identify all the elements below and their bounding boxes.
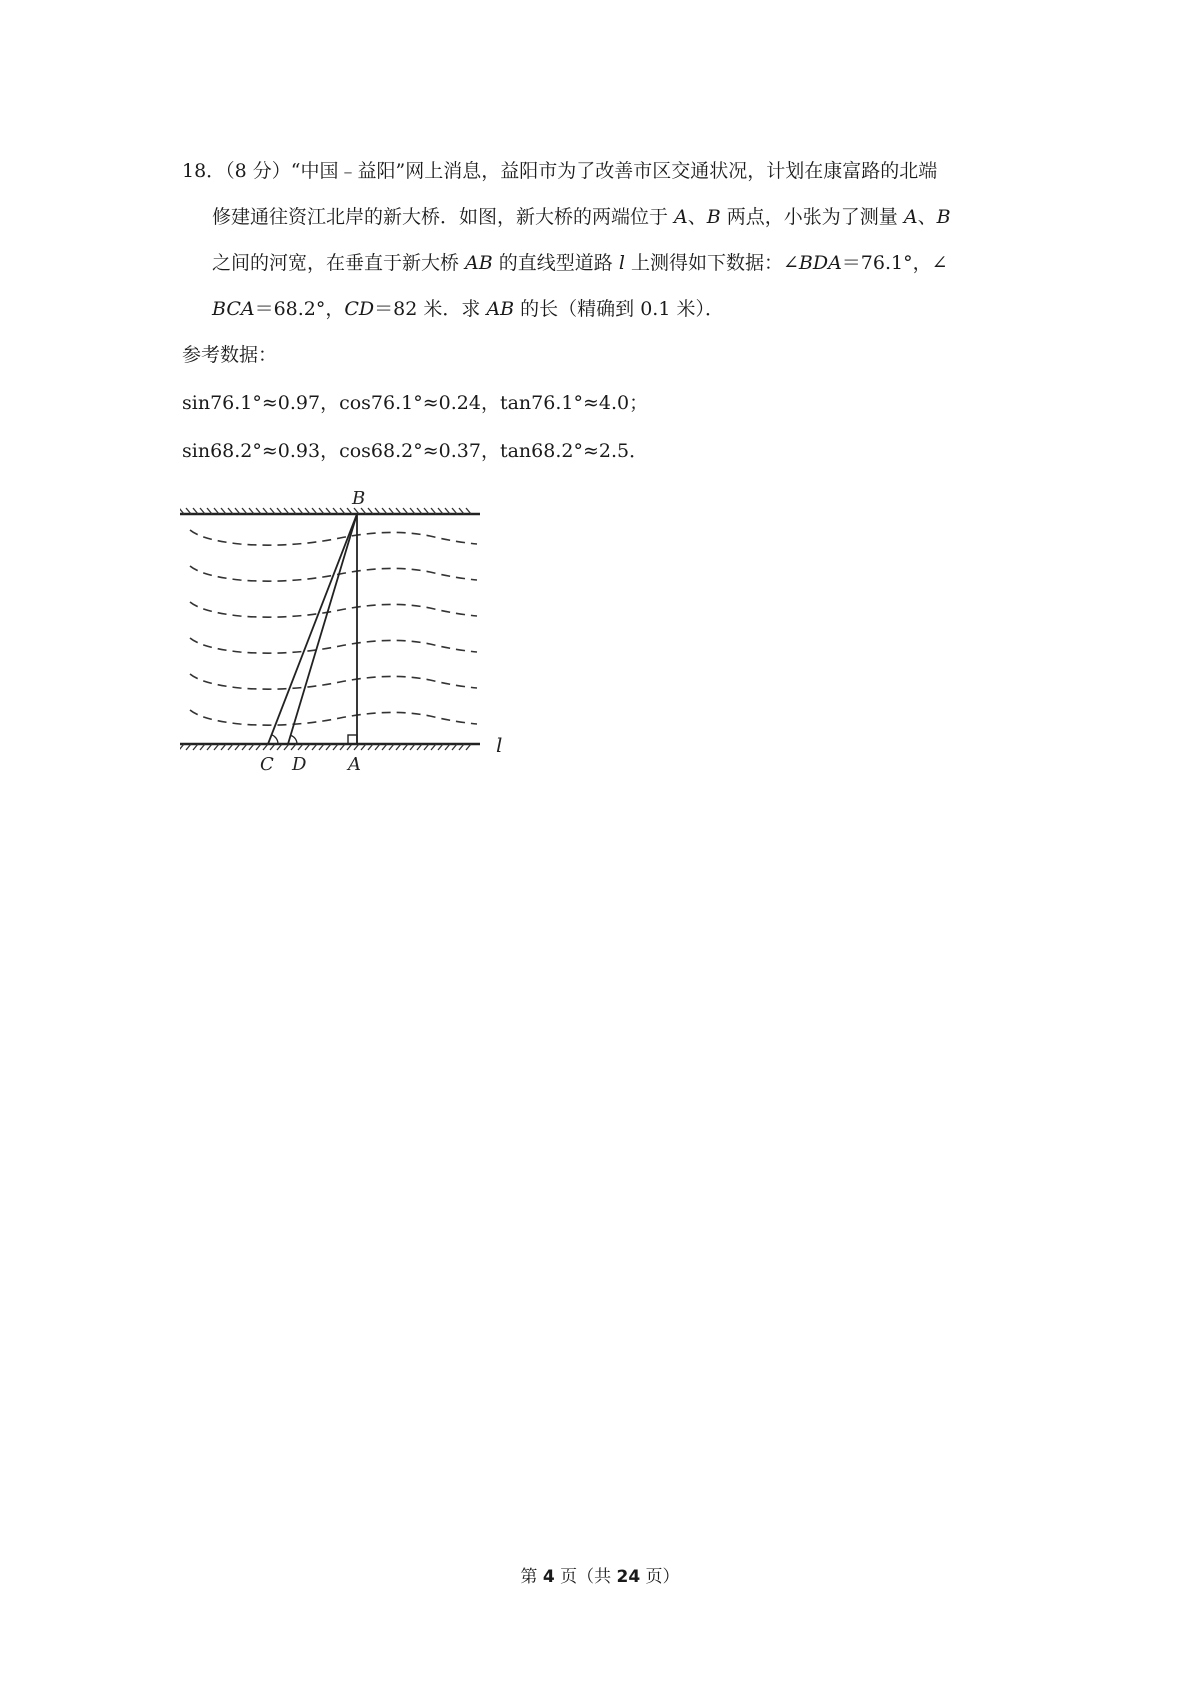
point-a-label: A (903, 206, 918, 228)
angle-bda-label: BDA (798, 252, 842, 274)
reference-row-1: sin76.1°≈0.97，cos76.1°≈0.24，tan76.1°≈4.0； (182, 392, 649, 414)
angle-c-arc (272, 735, 278, 744)
segment-ab-label: AB (486, 298, 515, 320)
segment-cd-label: CD (344, 298, 375, 320)
wave-line (190, 710, 477, 725)
segment-bc (268, 514, 357, 744)
right-angle-mark (348, 735, 357, 744)
water-waves (190, 530, 477, 725)
road-l-label: l (618, 252, 625, 274)
wave-line (190, 638, 477, 653)
angle-d-arc (291, 735, 297, 744)
wave-line (190, 674, 477, 689)
point-a-label: A (674, 206, 688, 228)
problem-line-1: 18．（8 分）“中国﹣益阳”网上消息，益阳市为了改善市区交通状况，计划在康富路的北端 (182, 160, 938, 182)
segment-bd (288, 514, 357, 744)
river-bridge-diagram (180, 474, 520, 774)
road-l-label: l (496, 733, 503, 757)
angle-bca-label: BCA (212, 298, 255, 320)
wave-line (190, 530, 477, 545)
problem-line-3: 之间的河宽，在垂直于新大桥 AB 的直线型道路 l 上测得如下数据：∠BDA＝76.1°，∠ (212, 252, 948, 274)
page-footer: 第 4 页（共 24 页） (520, 1567, 680, 1587)
point-b-label: B (936, 206, 951, 228)
point-d-label: D (292, 754, 307, 774)
point-c-label: C (260, 754, 274, 774)
point-b-label: B (352, 488, 366, 509)
segment-ab-label: AB (465, 252, 493, 274)
wave-line (190, 602, 477, 617)
reference-row-2: sin68.2°≈0.93，cos68.2°≈0.37，tan68.2°≈2.5． (182, 440, 649, 462)
current-page-number: 4 (542, 1567, 555, 1587)
problem-line-4: BCA＝68.2°，CD＝82 米．求 AB 的长（精确到 0.1 米）． (212, 298, 724, 320)
total-pages-number: 24 (616, 1567, 641, 1587)
point-b-label: B (706, 206, 721, 228)
reference-title: 参考数据： (182, 344, 278, 366)
point-a-label: A (348, 754, 361, 774)
problem-line-2: 修建通往资江北岸的新大桥．如图，新大桥的两端位于 A、B 两点，小张为了测量 A、B (212, 206, 951, 228)
